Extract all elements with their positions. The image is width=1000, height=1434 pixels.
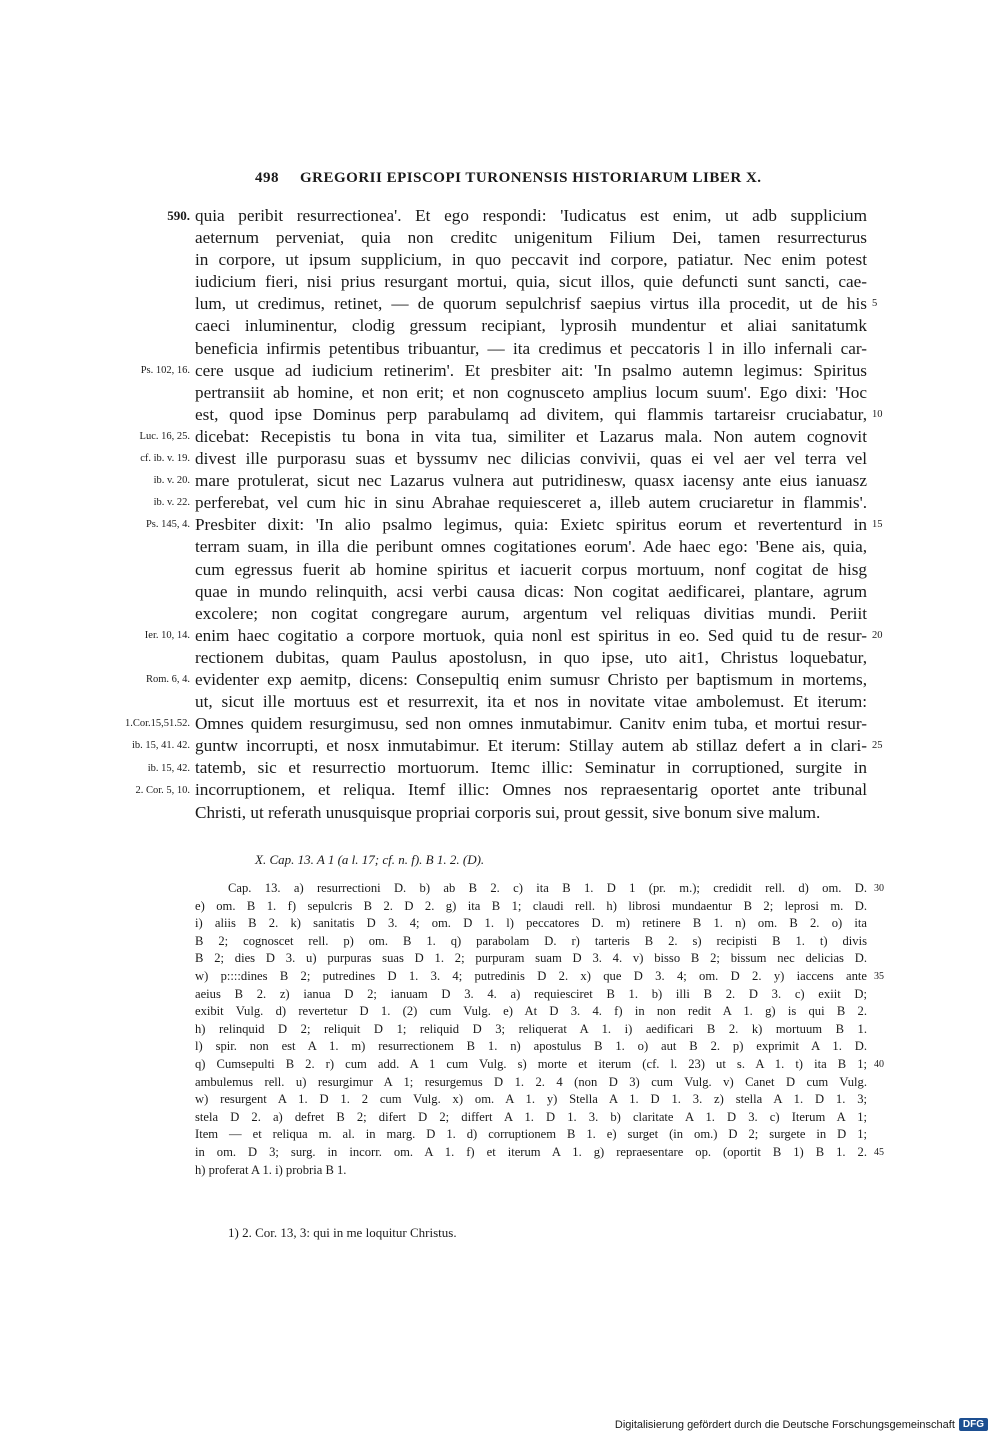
text-line: aeternum perveniat, quia non creditc unigenitum Filium Dei, tamen resurrecturus: [195, 228, 867, 248]
text-line: Christi, ut referath unusquisque propriai corporis sui, prout gessit, sive bonum sive malum.: [195, 802, 821, 822]
running-title: GREGORII EPISCOPI TURONENSIS HISTORIARUM LIBER X.: [300, 170, 762, 186]
text-line: lum, ut credimus, retinet, — de quorum sepulchrisf saepius virtus illa procedit, ut de his: [195, 294, 867, 314]
apparatus-line: e) om. B 1. f) sepulcris B 2. D 2. g) ita B 1; claudi rell. h) librosi mundaentur B 2; leprosi m. D.: [195, 898, 867, 913]
line-number: 5: [872, 298, 878, 310]
line-number: 10: [872, 408, 883, 420]
text-line: iudicium fieri, nisi prius resurgant mortui, quia, sicut illos, quie defuncti sunt sancti, cae-: [195, 272, 867, 292]
text-line: Omnes quidem resurgimusu, sed non omnes inmutabimur. Canitv enim tuba, et mortui resur-: [195, 714, 867, 734]
apparatus-line: in om. D 3; surg. in incorr. om. A 1. f) et iterum A 1. g) repraesentare op. (oportit B 1) B 1. 2.: [195, 1144, 867, 1159]
line-number: 25: [872, 740, 883, 752]
collation-note: X. Cap. 13. A 1 (a l. 17; cf. n. f). B 1. 2. (D).: [255, 852, 485, 867]
apparatus-line-number: 45: [874, 1147, 884, 1158]
text-line: rectionem dubitas, quam Paulus apostolusn, in quo ipse, uto ait1, Christus loquebatur,: [195, 647, 867, 667]
text-line: cum egressus fuerit ab homine spiritus et iacuerit corpus mortuum, nonf cogitat de hisg: [195, 559, 867, 579]
text-line: in corpore, ut ipsum supplicium, in quo peccavit ind corpore, patiatur. Nec enim potest: [195, 250, 867, 270]
text-line: cere usque ad iudicium retinerim'. Et presbiter ait: 'In psalmo autemn legimus: Spiritus: [195, 360, 867, 380]
apparatus-line: l) spir. non est A 1. m) resurrectionem B 1. n) apostulus B 1. o) aut B 2. p) exprimit A 1. D.: [195, 1039, 867, 1054]
scripture-reference: 2. Cor. 5, 10.: [135, 784, 190, 796]
scripture-reference: 1.Cor.15,51.52.: [124, 718, 190, 730]
scripture-reference: ib. 15, 42.: [147, 762, 190, 774]
apparatus-line: B 2; cognoscet rell. p) om. B 1. q) parabolam D. r) tarteris B 2. s) recipisti B 1. t) divis: [195, 933, 867, 948]
text-line: pertransiit ab homine, et non erit; et non cognusceto amplius locum suum'. Ego dixi: 'Hoc: [195, 382, 867, 402]
scripture-reference: Rom. 6, 4.: [145, 674, 190, 686]
apparatus-line: Item — et reliqua m. al. in marg. D 1. d) corruptionem B 1. e) surget (in om.) D 2; surgete in D 1;: [195, 1127, 867, 1142]
text-line: Presbiter dixit: 'In alio psalmo legimus, quia: Exietc spiritus eorum et revertenturd in: [195, 515, 867, 535]
text-line: excolere; non cogitat congregare aurum, argentum vel reliquas divitias mundi. Periit: [195, 603, 867, 623]
apparatus-line: aeius B 2. z) ianua D 2; ianuam D 3. 4. a) requiesciret B 1. b) illi B 2. D 3. c) exiit D;: [195, 986, 867, 1001]
apparatus-line: w) resurgent A 1. D 1. 2 cum Vulg. x) om. A 1. y) Stella A 1. D 1. 3. z) stella A 1. D 1. 3;: [195, 1092, 867, 1107]
text-line: quae in mundo relinquith, acsi verbi causa dicas: Non cogitat aedificarei, plantare, agrum: [195, 581, 867, 601]
apparatus-line: exibit Vulg. d) revertetur D 1. (2) cum Vulg. e) At D 3. 4. f) in non redit A 1. g) is qui B 2.: [195, 1004, 867, 1019]
scripture-reference: Luc. 16, 25.: [139, 431, 190, 442]
line-number: 15: [872, 519, 883, 531]
text-line: enim haec cogitatio a corpore mortuok, quia nonl est spiritus in eo. Sed quid tu de resur-: [195, 625, 867, 645]
footer-text: Digitalisierung gefördert durch die Deutsche Forschungsgemeinschaft: [614, 1418, 955, 1431]
scripture-reference: Ps. 102, 16.: [140, 364, 190, 376]
scripture-reference: cf. ib. v. 19.: [140, 453, 190, 465]
apparatus-line: q) Cumsepulti B 2. r) cum add. A 1 cum Vulg. s) morte et iterum (cf. l. 23) ut s. A 1. t) ita B 1;: [195, 1056, 867, 1071]
apparatus-line-number: 30: [874, 883, 884, 894]
scripture-reference: Ier. 10, 14.: [144, 629, 190, 641]
text-line: incorruptionem, et reliqua. Itemf illic: Omnes nos repraesentarig oportet ante tribunal: [195, 780, 867, 800]
apparatus-line: w) p::::dines B 2; putredines D 1. 3. 4; putredinis D 2. x) que D 3. 4; om. D 2. y) iaccens ante: [195, 968, 867, 983]
text-line: caeci inluminentur, clodig gressum recipiant, lyprosih mundentur et aliai sanitatumk: [195, 316, 867, 336]
apparatus-line: h) relinquid D 2; reliquit D 1; reliquid D 3; reliquerat A 1. i) aedificari B 2. k) mortuum B 1.: [195, 1021, 867, 1036]
text-line: mare protulerat, sicut nec Lazarus vulnera aut putridinesw, quasx iacensy ante eius ianuasz: [195, 471, 867, 491]
apparatus-line-number: 40: [874, 1059, 884, 1070]
scripture-reference: ib. v. 22.: [153, 497, 190, 509]
text-line: ut, sicut ille mortuus est et resurrexit, ita et nos in novitate vitae ambolemust. Et iterum:: [195, 692, 867, 712]
apparatus-line: stela D 2. a) defret B 2; difert D 2; differt A 1. D 1. 3. b) claritate A 1. D 3. c) Iterum A 1;: [195, 1109, 867, 1124]
line-number: 20: [872, 629, 883, 641]
text-line: terram suam, in illa die peribunt omnes cogitationes eorum'. Ade haec ego: 'Bene ais, quia,: [195, 537, 867, 557]
apparatus-line: ambulemus rell. u) resurgimur A 1; resurgemus D 1. 2. 4 (non D 3) cum Vulg. v) Canet D cum Vulg.: [195, 1074, 867, 1089]
text-line: divest ille purporasu suas et byssumv nec dilicias convivii, quas ei vel aer vel terra vel: [195, 449, 867, 469]
text-line: perferebat, vel cum hic in sinu Abrahae requiesceret a, illeb autem cruciaretur in flammis'.: [195, 493, 867, 513]
text-line: evidenter exp aemitp, dicens: Consepultiq enim sumusr Christo per baptismum in mortems,: [195, 669, 867, 689]
main-text: [195, 205, 867, 824]
apparatus-line: B 2; dies D 3. u) purpuras suas D 1. 2; purpuram suam D 3. 4. v) bisso B 2; bissum nec delicias D.: [195, 951, 867, 966]
year-marker: 590.: [167, 208, 190, 223]
apparatus-line-number: 35: [874, 971, 884, 982]
page-number: 498: [255, 170, 279, 186]
scripture-reference: ib. v. 20.: [153, 475, 190, 487]
text-line: dicebat: Recepistis tu bona in vita tua, similiter et Lazarus mala. Non autem cognovit: [195, 426, 867, 446]
apparatus-line: h) proferat A 1. i) probria B 1.: [195, 1162, 347, 1177]
scripture-reference: Ps. 145, 4.: [145, 519, 190, 531]
apparatus-line: i) aliis B 2. k) sanitatis D 3. 4; om. D 1. l) peccatores D. m) retinere B 1. n) om. B 2. o) ita: [195, 916, 867, 931]
dfg-logo: DFG: [959, 1418, 988, 1431]
text-line: tatemb, sic et resurrectio mortuorum. Itemc illic: Seminatur in corruptioned, surgite in: [195, 758, 867, 778]
text-line: quia peribit resurrectionea'. Et ego respondi: 'Iudicatus est enim, ut adb supplicium: [195, 206, 867, 225]
text-line: guntw incorrupti, et nosx inmutabimur. Et iterum: Stillay autem ab stillaz defert a in clari-: [195, 736, 867, 756]
footnote: 1) 2. Cor. 13, 3: qui in me loquitur Christus.: [228, 1225, 457, 1240]
scripture-reference: ib. 15, 41. 42.: [131, 740, 190, 752]
dfg-footer: [615, 1418, 988, 1431]
text-line: beneficia infirmis petentibus tribuantur, — ita credimus et peccatoris l in illo infernali car-: [195, 338, 867, 358]
text-line: est, quod ipse Dominus perp parabulamq ad divitem, qui flammis tartareisr cruciabatur,: [195, 404, 867, 424]
critical-apparatus: [195, 880, 867, 1179]
apparatus-line: Cap. 13. a) resurrectioni D. b) ab B 2. c) ita B 1. D 1 (pr. m.); credidit rell. d) om. D.: [228, 881, 867, 895]
